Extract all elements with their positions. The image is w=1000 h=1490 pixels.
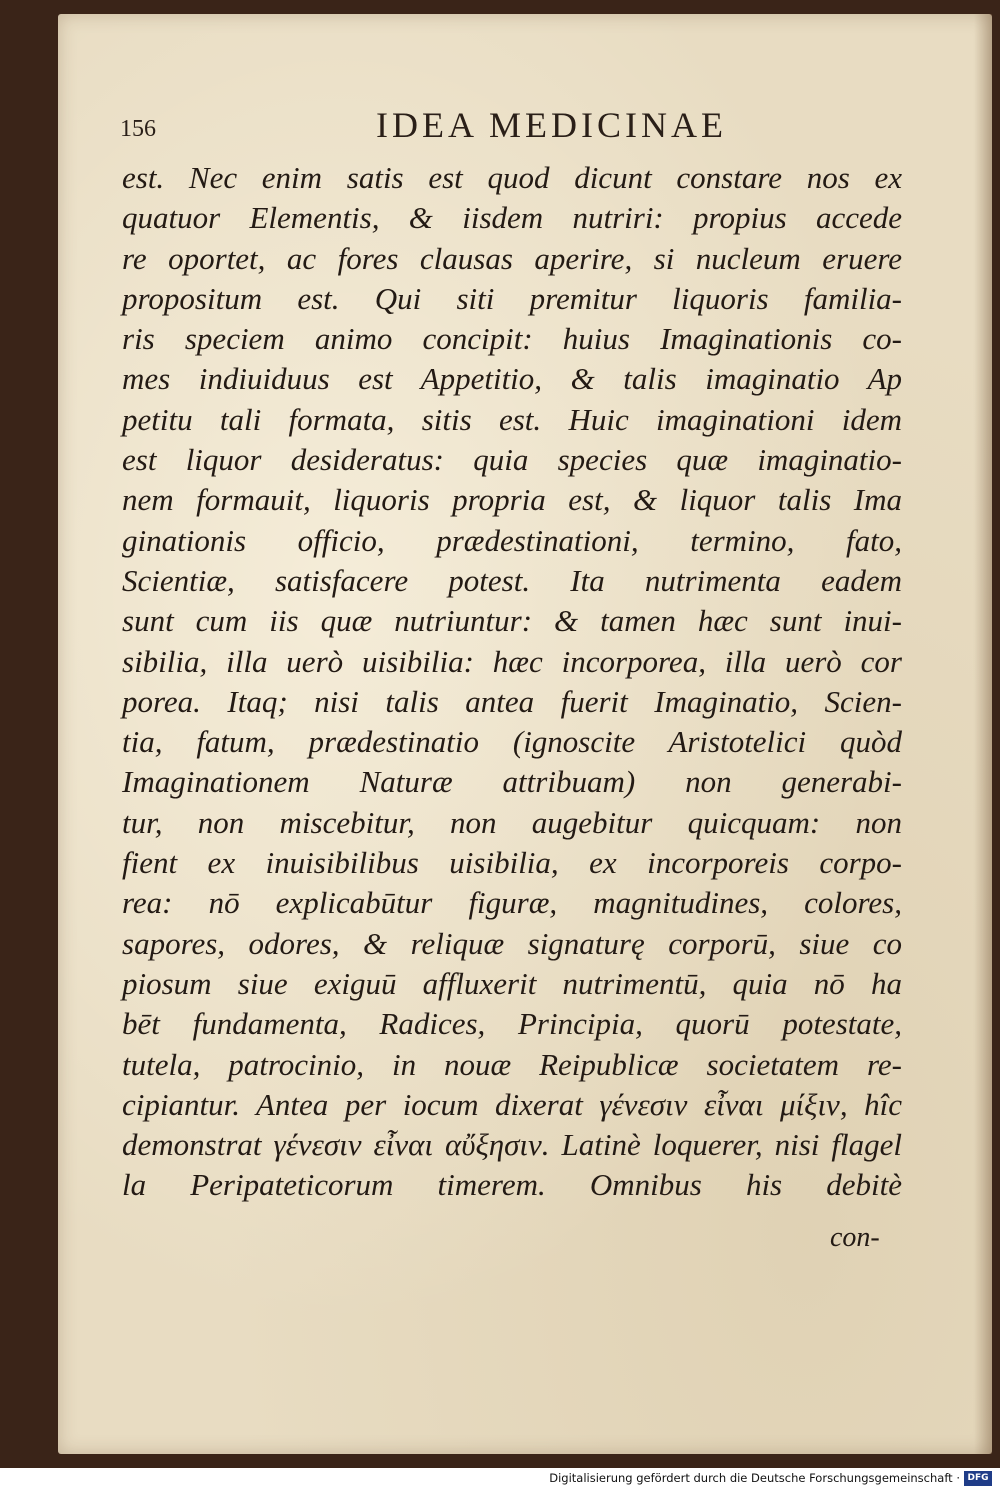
- text-line: tia, fatum, prædestinatio (ignoscite Aristotelici quòd: [122, 724, 902, 760]
- text-line: mes indiuiduus est Appetitio, & talis imaginatio Ap: [122, 361, 902, 397]
- body-text: [122, 158, 902, 1206]
- text-line: fient ex inuisibilibus uisibilia, ex incorporeis corpo-: [122, 845, 902, 881]
- text-line: tur, non miscebitur, non augebitur quicquam: non: [122, 804, 902, 840]
- text-line: porea. Itaq; nisi talis antea fuerit Imaginatio, Scien-: [122, 683, 902, 719]
- footer-bar: [0, 1468, 1000, 1490]
- text-line: cipiantur. Antea per iocum dixerat γένεσιν εἶναι μίξιν, hîc: [122, 1086, 902, 1122]
- text-line: piosum siue exiguū affluxerit nutrimentū, quia nō ha: [122, 965, 902, 1001]
- page-header: [120, 98, 840, 148]
- text-line: demonstrat γένεσιν εἶναι αὔξησιν. Latinè loquerer, nisi flagel: [122, 1127, 902, 1163]
- text-line: quatuor Elementis, & iisdem nutriri: propius accede: [122, 200, 902, 236]
- text-line: nem formauit, liquoris propria est, & liquor talis Ima: [122, 482, 902, 518]
- text-line: Imaginationem Naturæ attribuam) non generabi-: [122, 764, 902, 800]
- text-line: bēt fundamenta, Radices, Principia, quorū potestate,: [122, 1006, 902, 1042]
- text-line: petitu tali formata, sitis est. Huic imaginationi idem: [122, 401, 902, 437]
- text-line: est liquor desideratus: quia species quæ imaginatio-: [122, 442, 902, 478]
- text-line: re oportet, ac fores clausas aperire, si nucleum eruere: [122, 240, 902, 276]
- text-line: ris speciem animo concipit: huius Imaginationis co-: [122, 321, 902, 357]
- funding-credit: Digitalisierung gefördert durch die Deutsche Forschungsgemeinschaft ·: [549, 1471, 960, 1485]
- text-line: ginationis officio, prædestinationi, termino, fato,: [122, 522, 902, 558]
- page-edge-shadow: [974, 14, 992, 1454]
- text-line: est. Nec enim satis est quod dicunt constare nos ex: [122, 160, 902, 195]
- text-line: rea: nō explicabūtur figuræ, magnitudines, colores,: [122, 885, 902, 921]
- page-number: 156: [120, 116, 156, 142]
- text-line: sunt cum iis quæ nutriuntur: & tamen hæc sunt inui-: [122, 603, 902, 639]
- text-line: la Peripateticorum timerem. Omnibus his debitè: [122, 1167, 902, 1203]
- catchword: con-: [830, 1222, 880, 1253]
- text-line: sapores, odores, & reliquæ signaturę corporū, siue co: [122, 925, 902, 961]
- text-line: tutela, patrocinio, in nouæ Reipublicæ societatem re-: [122, 1046, 902, 1082]
- running-title: IDEA MEDICINAE: [376, 105, 727, 145]
- text-line: sibilia, illa uerò uisibilia: hæc incorporea, illa uerò cor: [122, 643, 902, 679]
- dfg-logo: DFG: [964, 1471, 992, 1486]
- text-line: Scientiæ, satisfacere potest. Ita nutrimenta eadem: [122, 562, 902, 598]
- text-line: propositum est. Qui siti premitur liquoris familia-: [122, 280, 902, 316]
